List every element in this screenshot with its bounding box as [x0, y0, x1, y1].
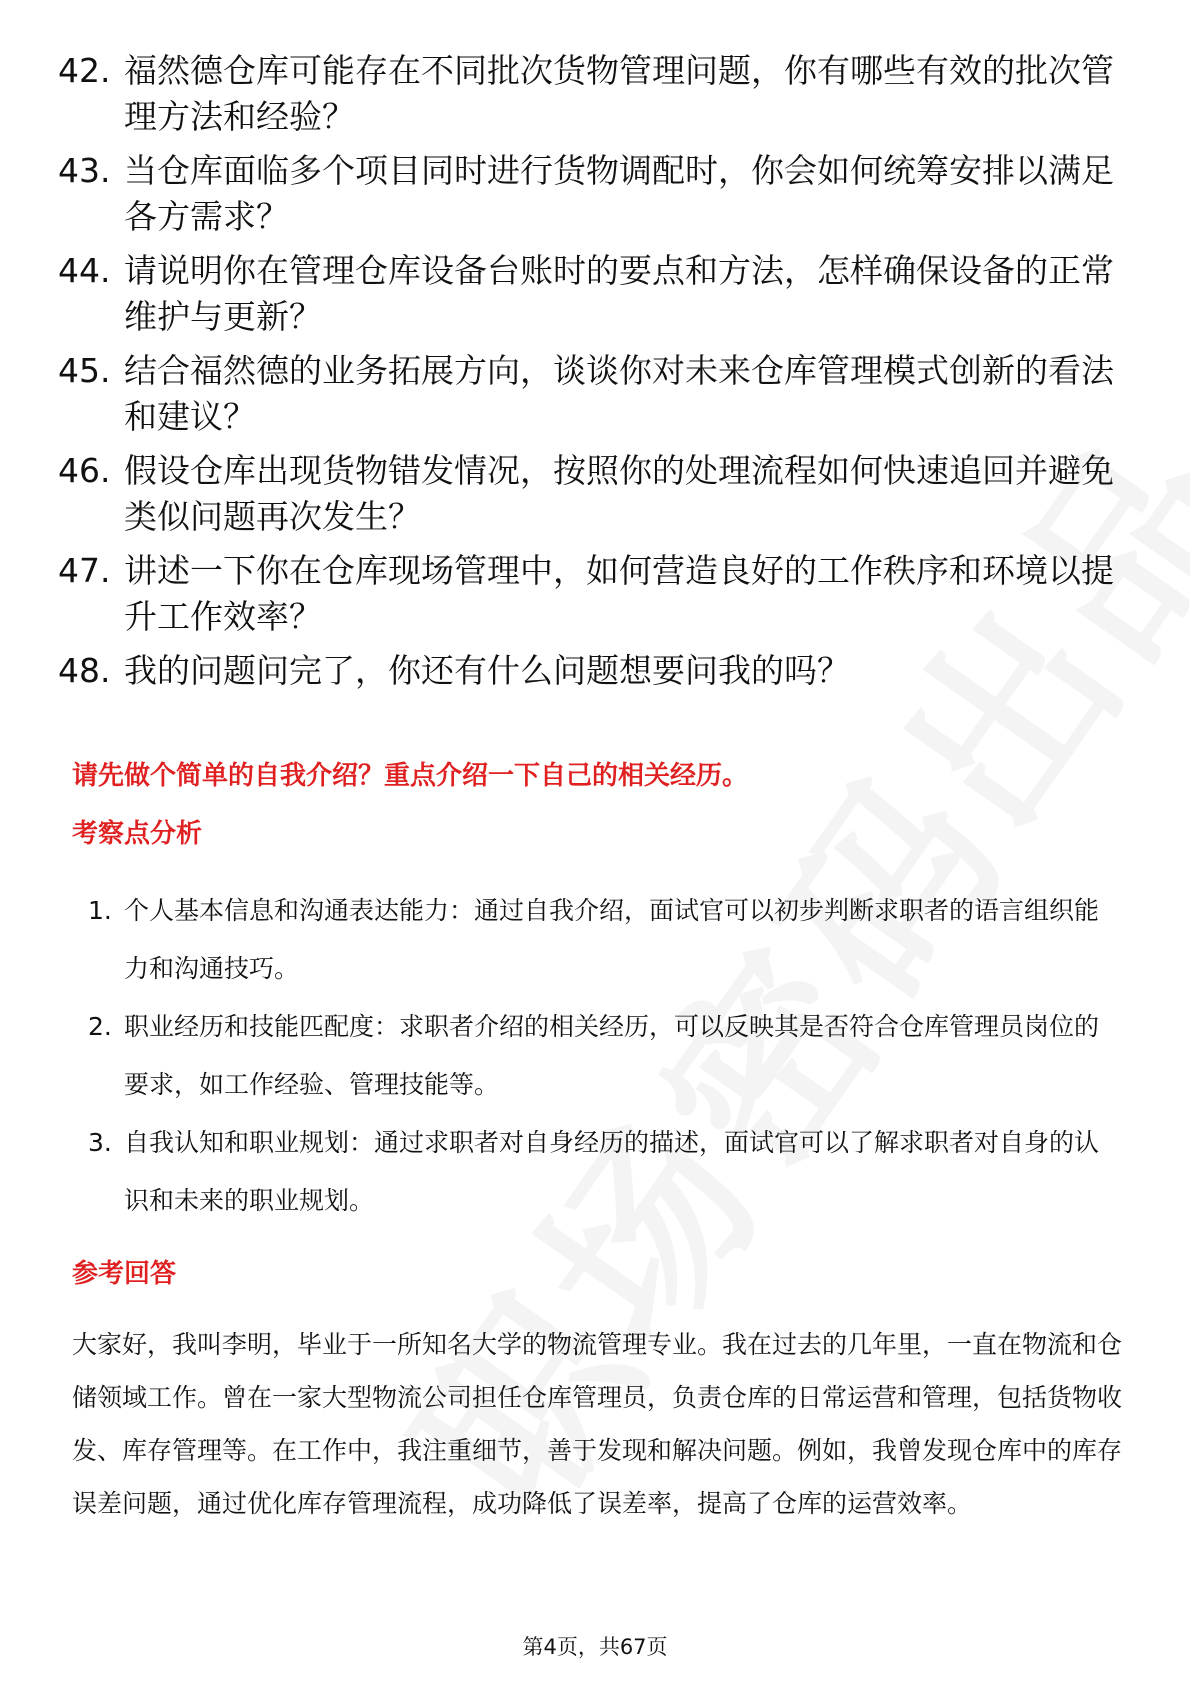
analysis-number: 2. [88, 1012, 112, 1041]
question-text: 当仓库面临多个项目同时进行货物调配时，你会如何统筹安排以满足各方需求？ [124, 151, 1114, 236]
analysis-text: 自我认知和职业规划：通过求职者对自身经历的描述，面试官可以了解求职者对自身的认识和未来的职业规划。 [124, 1128, 1100, 1215]
page-footer: 第4页，共67页 [522, 1635, 668, 1659]
analysis-list [0, 882, 1190, 1230]
question-item [0, 348, 1190, 440]
question-number: 44. [58, 251, 111, 290]
analysis-number: 3. [88, 1128, 112, 1157]
question-item [0, 248, 1190, 340]
question-number: 46. [58, 451, 111, 490]
question-text: 福然德仓库可能存在不同批次货物管理问题，你有哪些有效的批次管理方法和经验？ [124, 51, 1114, 136]
question-text: 我的问题问完了，你还有什么问题想要问我的吗？ [124, 651, 850, 690]
question-number: 48. [58, 651, 111, 690]
question-text: 请说明你在管理仓库设备台账时的要点和方法，怎样确保设备的正常维护与更新？ [124, 251, 1114, 336]
question-number: 42. [58, 51, 111, 90]
question-item [0, 148, 1190, 240]
answer-heading: 参考回答 [72, 1259, 177, 1289]
question-item [0, 48, 1190, 140]
question-item [0, 448, 1190, 540]
analysis-number: 1. [88, 896, 112, 925]
analysis-text: 个人基本信息和沟通表达能力：通过自我介绍，面试官可以初步判断求职者的语言组织能力和沟通技巧。 [124, 896, 1100, 983]
question-text: 讲述一下你在仓库现场管理中，如何营造良好的工作秩序和环境以提升工作效率？ [124, 551, 1114, 636]
question-item [0, 548, 1190, 640]
analysis-item [0, 998, 1190, 1114]
question-number: 45. [58, 351, 111, 390]
analysis-heading: 考察点分析 [72, 819, 203, 849]
question-number: 43. [58, 151, 111, 190]
analysis-text: 职业经历和技能匹配度：求职者介绍的相关经历，可以反映其是否符合仓库管理员岗位的要求，如工作经验、管理技能等。 [124, 1012, 1100, 1099]
intro-question-heading: 请先做个简单的自我介绍？重点介绍一下自己的相关经历。 [72, 761, 749, 791]
analysis-item [0, 882, 1190, 998]
question-list [0, 48, 1190, 694]
analysis-item [0, 1114, 1190, 1230]
question-number: 47. [58, 551, 111, 590]
question-text: 假设仓库出现货物错发情况，按照你的处理流程如何快速追回并避免类似问题再次发生？ [124, 451, 1114, 536]
question-item [0, 648, 1190, 694]
answer-paragraph: 大家好，我叫李明，毕业于一所知名大学的物流管理专业。我在过去的几年里，一直在物流和仓储领域工作。曾在一家大型物流公司担任仓库管理员，负责仓库的日常运营和管理，包括货物收发、库存管理等。在工作中，我注重细节，善于发现和解决问题。例如，我曾发现仓库中的库存误差问题，通过优化库存管理流程，成功降低了误差率，提高了仓库的运营效率。 [72, 1330, 1123, 1518]
question-text: 结合福然德的业务拓展方向，谈谈你对未来仓库管理模式创新的看法和建议？ [124, 351, 1114, 436]
